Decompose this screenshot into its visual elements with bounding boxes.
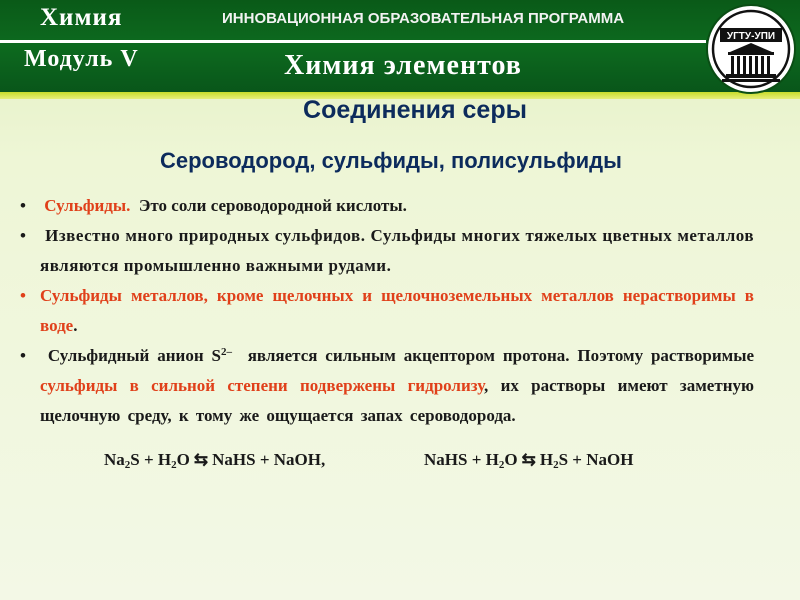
- bullet-dot-icon: •: [20, 226, 27, 245]
- eq2-subscript: 2: [498, 459, 505, 471]
- eq1-part: S + H: [130, 450, 172, 469]
- natural-sulfides-text: Известно много природных сульфидов. Сульфиды многих тяжелых цветных металлов являются промышленно важными рудами.: [40, 226, 755, 275]
- course-title: Химия элементов: [284, 50, 522, 81]
- equilibrium-arrow-icon: ⇆: [193, 450, 209, 469]
- header-divider: [0, 40, 706, 43]
- header-bar: [0, 0, 800, 92]
- subject-label: Химия: [40, 4, 123, 31]
- eq1-part: Na: [104, 450, 125, 469]
- equation-2: [424, 450, 633, 470]
- bullet-list: [20, 191, 754, 431]
- bullet-dot-icon: •: [20, 196, 26, 215]
- insoluble-sulfides-text: Сульфиды металлов, кроме щелочных и щелочноземельных металлов нерастворимы в воде: [40, 286, 754, 335]
- eq1-part: O: [176, 450, 190, 469]
- alkaline-text: , их растворы имеют заметную щелочную среду, к тому же ощущается запах сероводорода.: [40, 376, 754, 425]
- slide-title: Соединения серы: [303, 96, 527, 124]
- period-text: .: [73, 316, 78, 335]
- bullet-item-4: [20, 341, 754, 431]
- eq2-subscript: 2: [553, 459, 559, 471]
- eq1-part: NaHS + NaOH,: [212, 450, 326, 469]
- bullet-item-3: [20, 281, 754, 341]
- anion-text: Сульфидный анион S: [47, 346, 221, 365]
- eq2-part: S + NaOH: [558, 450, 634, 469]
- hydrolysis-text: сульфиды в сильной степени подвержены гидролизу: [40, 376, 485, 395]
- eq2-part: O: [504, 450, 518, 469]
- sulfides-definition: Это соли сероводородной кислоты.: [138, 196, 407, 215]
- bullet-item-1: [20, 191, 754, 221]
- program-label: ИННОВАЦИОННАЯ ОБРАЗОВАТЕЛЬНАЯ ПРОГРАММА: [222, 10, 625, 27]
- eq1-subscript: 2: [124, 459, 131, 471]
- bullet-dot-icon: •: [20, 286, 26, 305]
- module-label: Модуль V: [24, 46, 139, 72]
- equilibrium-arrow-icon: ⇆: [521, 450, 536, 469]
- anion-charge: 2–: [220, 346, 232, 358]
- eq2-part: NaHS + H: [424, 450, 499, 469]
- bullet-item-2: [20, 221, 754, 281]
- eq1-subscript: 2: [171, 459, 177, 471]
- bullet-dot-icon: •: [20, 346, 26, 365]
- equation-1: [104, 450, 325, 470]
- eq2-part: H: [539, 450, 554, 469]
- logo-text: УГТУ-УПИ: [726, 31, 776, 42]
- sulfides-term: Сульфиды.: [44, 196, 131, 215]
- acceptor-text: является сильным акцептором протона. Поэтому растворимые: [247, 346, 755, 365]
- university-logo: [706, 4, 796, 94]
- slide-subtitle: Сероводород, сульфиды, полисульфиды: [160, 148, 622, 173]
